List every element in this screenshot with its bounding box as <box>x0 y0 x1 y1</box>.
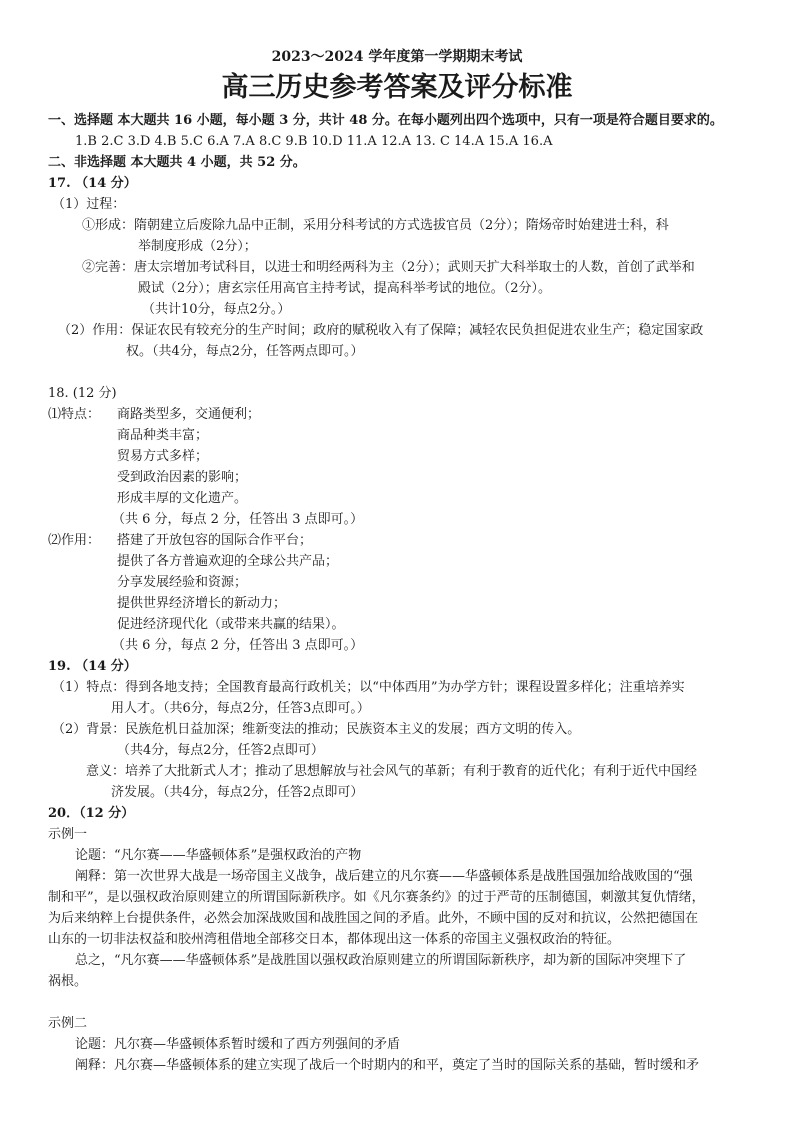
example-label: 示例一 <box>48 827 88 842</box>
list-item: 形成丰厚的文化遗产。 <box>117 491 248 506</box>
q20-text-line: 山东的一切非法权益和胶州湾租借地全部移交日本，都体现出这一体系的帝国主义强权政治的特征。 <box>48 932 621 947</box>
q20-text-line: 总之，“凡尔赛——华盛顿体系”是战胜国以强权政治原则建立的所谓国际新秩序，却为新的国际冲突埋下了 <box>75 953 687 968</box>
q20-text-line: 为后来纳粹上台提供条件，必然会加深战败国和战胜国之间的矛盾。此外，不顾中国的反对和抗议，公然把德国在 <box>48 911 699 926</box>
question-18-heading: 18. (12 分) <box>48 386 117 401</box>
q17-text-line: 权。（共4分，每点2分，任答两点即可。） <box>126 344 364 359</box>
list-item: 搭建了开放包容的国际合作平台； <box>117 533 313 548</box>
q19-score-note: （共4分，每点2分，任答2点即可） <box>117 743 324 758</box>
q18-part1-label: ⑴特点： <box>48 407 101 422</box>
q20-text-line: 阐释：第一次世界大战是一场帝国主义战争，战后建立的凡尔赛——华盛顿体系是战胜国强加给战败国的“强 <box>75 869 693 884</box>
list-item: 提供了各方普遍欢迎的全球公共产品； <box>117 554 339 569</box>
q19-text-line: （1）特点：得到各地支持；全国教育最高行政机关；以“中体西用”为办学方针；课程设置多样化；注重培养实 <box>52 680 685 695</box>
list-item: 商路类型多，交通便利； <box>117 407 261 422</box>
q19-text-line: 用人才。（共6分，每点2分，任答3点即可。） <box>111 701 370 716</box>
q20-text-line: 祸根。 <box>48 974 88 989</box>
list-item: 商品种类丰富； <box>117 428 209 443</box>
list-item: 提供世界经济增长的新动力； <box>117 596 287 611</box>
q17-text-line: ②完善：唐太宗增加考试科目，以进士和明经两科为主（2分）；武则天扩大科举取士的人数，首创了武举和 <box>82 260 695 275</box>
q20-text-line: 阐释：凡尔赛—华盛顿体系的建立实现了战后一个时期内的和平，奠定了当时的国际关系的基础，暂时缓和矛 <box>75 1058 700 1073</box>
example-thesis: 论题：凡尔赛—华盛顿体系暂时缓和了西方列强间的矛盾 <box>75 1037 401 1052</box>
q17-text-line: 殿试（2分）；唐玄宗任用高官主持考试，提高科举考试的地位。（2分）。 <box>138 281 552 296</box>
example-label: 示例二 <box>48 1016 88 1031</box>
example-thesis: 论题：“凡尔赛——华盛顿体系”是强权政治的产物 <box>75 848 362 863</box>
section-heading-nonchoice: 二、非选择题 本大题共 4 小题，共 52 分。 <box>48 155 306 170</box>
q19-text-line: 济发展。（共4分，每点2分，任答2点即可） <box>111 785 364 800</box>
question-17-heading: 17. （14 分） <box>48 176 137 191</box>
q17-score-note: （共计10分，每点2分。） <box>142 302 291 317</box>
q18-score-note: （共 6 分，每点 2 分，任答出 3 点即可。） <box>112 638 364 653</box>
q18-part2-label: ⑵作用： <box>48 533 101 548</box>
question-19-heading: 19. （14 分） <box>48 659 137 674</box>
list-item: 分享发展经验和资源； <box>117 575 248 590</box>
q17-text-line: 举制度形成（2分）； <box>138 239 257 254</box>
list-item: 受到政治因素的影响； <box>117 470 248 485</box>
exam-title: 2023～2024 学年度第一学期期末考试 <box>271 49 523 65</box>
q17-part1-label: （1）过程： <box>52 197 126 212</box>
q17-text-line: ①形成：隋朝建立后废除九品中正制，采用分科考试的方式选拔官员（2分）；隋炀帝时始建进士科，科 <box>82 218 669 233</box>
question-20-heading: 20．（12 分） <box>48 806 135 821</box>
q19-text-line: 意义：培养了大批新式人才；推动了思想解放与社会风气的革新；有利于教育的近代化；有利于近代中国经 <box>86 764 698 779</box>
list-item: 促进经济现代化（或带来共赢的结果）。 <box>117 617 345 632</box>
choice-answers: 1.B 2.C 3.D 4.B 5.C 6.A 7.A 8.C 9.B 10.D 11.A 12.A 13. C 14.A 15.A 16.A <box>75 134 553 149</box>
q19-text-line: （2）背景：民族危机日益加深；维新变法的推动；民族资本主义的发展；西方文明的传入。 <box>52 722 581 737</box>
q20-text-line: 制和平”，是以强权政治原则建立的所谓国际新秩序。如《凡尔赛条约》的过于严苛的压制德国，刺激其复仇情绪， <box>48 890 705 905</box>
page-title: 高三历史参考答案及评分标准 <box>221 72 573 103</box>
q18-score-note: （共 6 分，每点 2 分，任答出 3 点即可。） <box>112 512 364 527</box>
q17-text-line: （2）作用：保证农民有较充分的生产时间；政府的赋税收入有了保障；减轻农民负担促进农业生产；稳定国家政 <box>58 323 704 338</box>
section-heading-choice: 一、选择题 本大题共 16 小题，每小题 3 分，共计 48 分。在每小题列出四个选项中，只有一项是符合题目要求的。 <box>48 113 723 128</box>
list-item: 贸易方式多样； <box>117 449 209 464</box>
